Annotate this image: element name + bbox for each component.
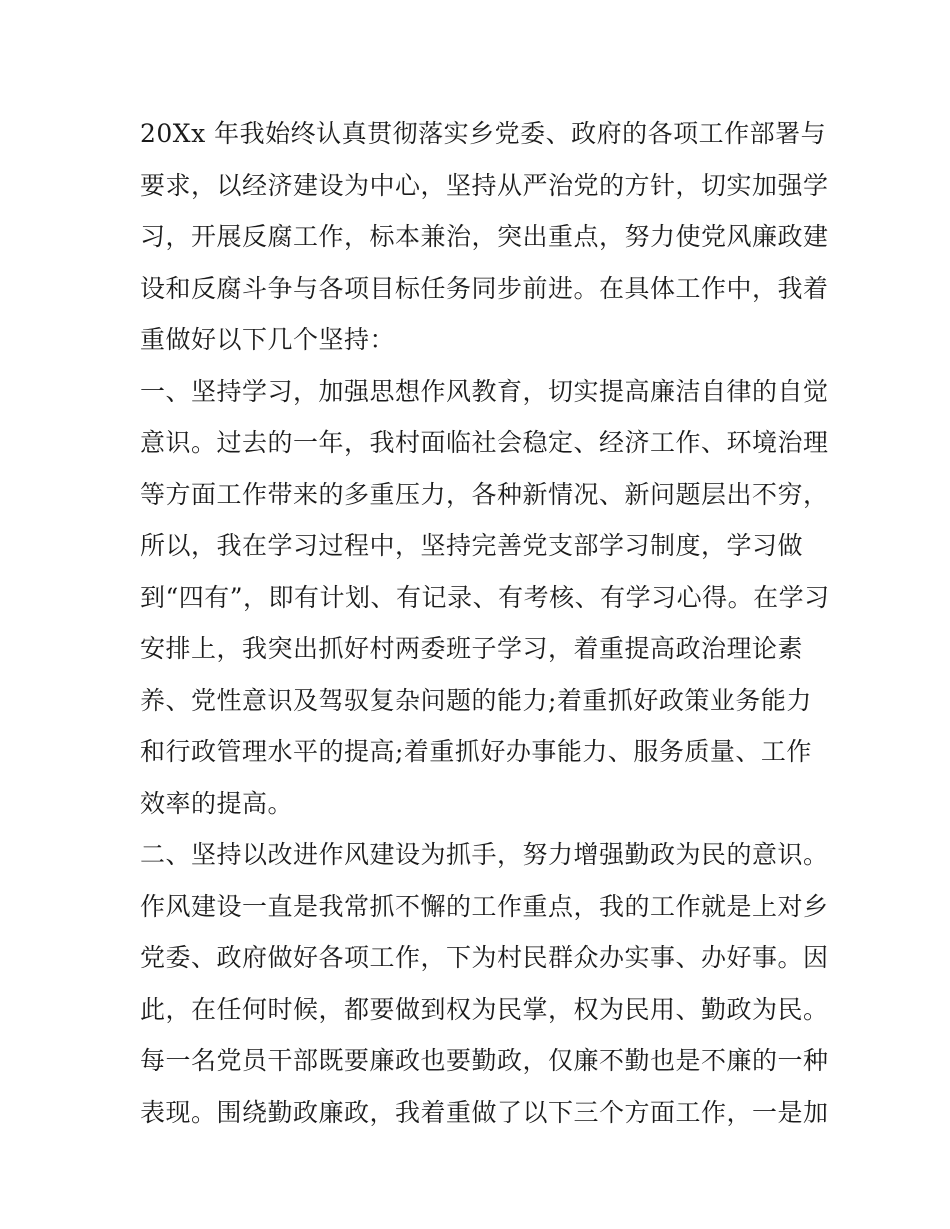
text-line: 此，在任何时候，都要做到权为民掌，权为民用、勤政为民。 [140, 994, 829, 1024]
text-line: 20Xx 年我始终认真贯彻落实乡党委、政府的各项工作部署与 [140, 119, 827, 148]
text-line: 二、坚持以改进作风建设为抓手，努力增强勤政为民的意识。 [140, 840, 829, 869]
text-line: 重做好以下几个坚持： [140, 325, 396, 354]
text-line: 习，开展反腐工作，标本兼治，突出重点，努力使党风廉政建 [140, 222, 829, 251]
text-line: 意识。过去的一年，我村面临社会稳定、经济工作、环境治理 [140, 428, 829, 457]
text-line: 养、党性意识及驾驭复杂问题的能力;着重抓好政策业务能力 [140, 685, 812, 715]
text-line: 设和反腐斗争与各项目标任务同步前进。在具体工作中，我着 [140, 273, 829, 303]
text-line: 党委、政府做好各项工作，下为村民群众办实事、办好事。因 [140, 943, 829, 972]
text-line: 要求，以经济建设为中心，坚持从严治党的方针，切实加强学 [140, 170, 829, 200]
text-line: 一、坚持学习，加强思想作风教育，切实提高廉洁自律的自觉 [140, 376, 829, 406]
text-line: 效率的提高。 [140, 788, 294, 818]
text-line: 和行政管理水平的提高;着重抓好办事能力、服务质量、工作 [140, 737, 812, 766]
document-body [140, 108, 830, 1138]
text-line: 表现。围绕勤政廉政，我着重做了以下三个方面工作，一是加 [140, 1097, 829, 1127]
text-line: 等方面工作带来的多重压力，各种新情况、新问题层出不穷， [140, 479, 829, 509]
text-line: 到“四有”，即有计划、有记录、有考核、有学习心得。在学习 [140, 582, 830, 612]
text-line: 安排上，我突出抓好村两委班子学习，着重提高政治理论素 [140, 634, 804, 663]
text-line: 作风建设一直是我常抓不懈的工作重点，我的工作就是上对乡 [140, 891, 829, 921]
text-line: 每一名党员干部既要廉政也要勤政，仅廉不勤也是不廉的一种 [140, 1046, 829, 1075]
text-line: 所以，我在学习过程中，坚持完善党支部学习制度，学习做 [140, 531, 804, 560]
